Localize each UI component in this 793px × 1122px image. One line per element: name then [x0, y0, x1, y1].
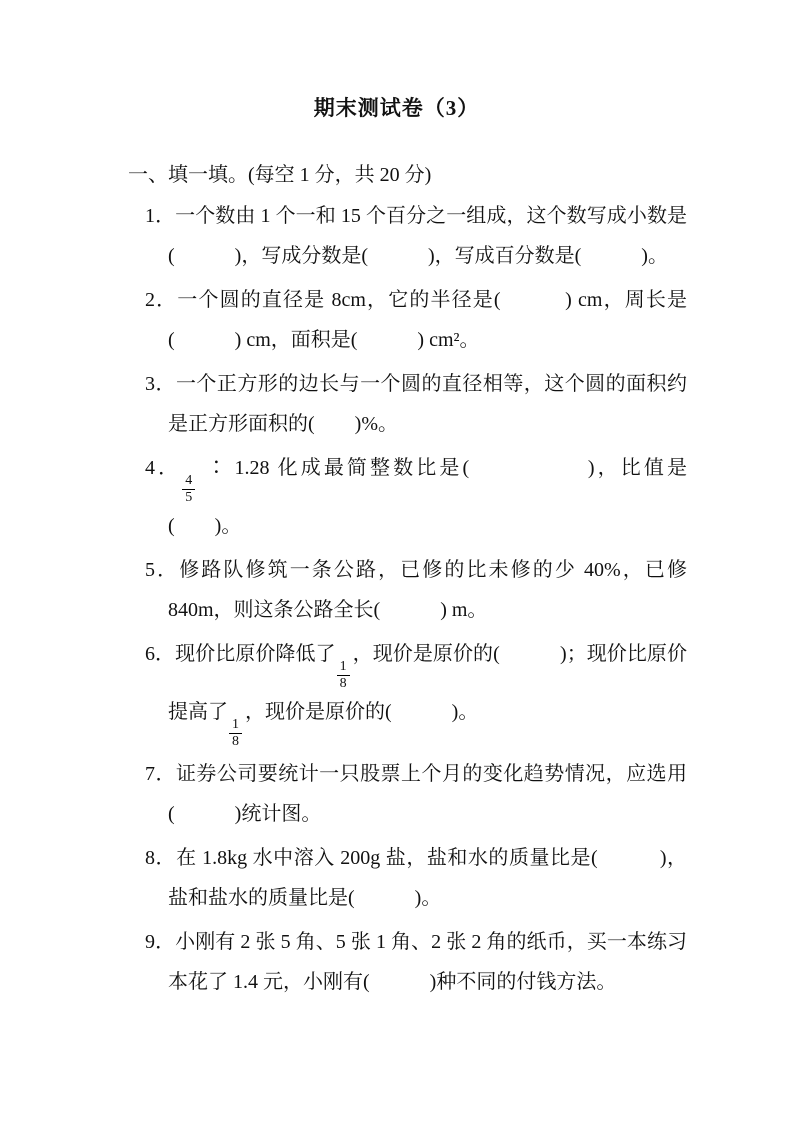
question-number: 5．	[145, 559, 180, 582]
fraction-numerator: 1	[232, 717, 239, 733]
question-number: 2．	[145, 289, 178, 312]
question-text: 一个正方形的边长与一个圆的直径相等，这个圆的面积约是正方形面积的( )%。	[168, 373, 688, 436]
page-title: 期末测试卷（3）	[313, 96, 480, 120]
question-text: 在 1.8kg 水中溶入 200g 盐，盐和水的质量比是( )，盐和盐水的质量比是( )。	[168, 847, 688, 910]
question-number: 3．	[145, 373, 176, 396]
fraction-denominator: 8	[229, 733, 242, 750]
question-item	[145, 838, 688, 918]
question-text: 现价比原价降低了 $\frac{1}{8}$ ，现价是原价的( )；现价比原价提高了 $\frac{1}{8}$ ，现价是原价的( )。	[168, 643, 687, 750]
fraction-denominator: 5	[182, 489, 195, 506]
question-text: 证券公司要统计一只股票上个月的变化趋势情况，应选用( )统计图。	[168, 763, 688, 826]
question-number: 9．	[145, 931, 176, 954]
question-text: 修路队修筑一条公路，已修的比未修的少 40%，已修 840m，则这条公路全长( ) m。	[168, 559, 687, 622]
question-item	[145, 922, 688, 1002]
question-text: 一个数由 1 个一和 15 个百分之一组成，这个数写成小数是( )，写成分数是( )，写成百分数是( )。	[168, 205, 688, 268]
question-text: 一个圆的直径是 8cm，它的半径是( ) cm，周长是( ) cm，面积是( ) cm²。	[168, 289, 688, 352]
fraction-denominator: 8	[337, 675, 350, 692]
question-text: $\frac{4}{5}$ ∶ 1.28 化成最简整数比是( )，比值是( )。	[168, 457, 687, 538]
fraction	[182, 473, 195, 506]
question-item	[145, 196, 688, 276]
content-area	[0, 155, 793, 1002]
fraction	[337, 659, 350, 692]
fraction	[229, 717, 242, 750]
question-item	[145, 280, 688, 360]
question-item	[145, 634, 687, 750]
question-number: 6．	[145, 643, 176, 666]
question-list	[128, 196, 687, 1002]
question-number: 4．	[145, 457, 182, 480]
question-number: 7．	[145, 763, 176, 786]
question-text: 小刚有 2 张 5 角、5 张 1 角、2 张 2 角的纸币，买一本练习本花了 1.4 元，小刚有( )种不同的付钱方法。	[168, 931, 688, 994]
question-number: 1．	[145, 205, 176, 228]
question-number: 8．	[145, 847, 177, 870]
section-header: 一、填一填。(每空 1 分，共 20 分)	[128, 164, 432, 187]
fraction-numerator: 4	[185, 473, 193, 489]
fraction-numerator: 1	[339, 659, 347, 675]
question-item	[145, 448, 687, 546]
question-item	[145, 364, 688, 444]
question-item	[145, 550, 687, 630]
question-item	[145, 754, 688, 834]
